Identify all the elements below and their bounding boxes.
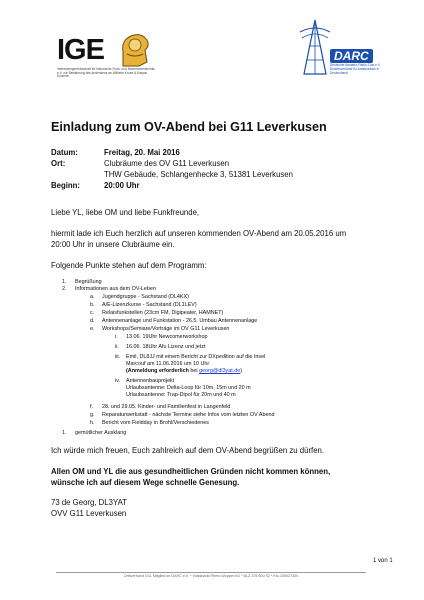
darc-logo-text: DARC [330, 49, 373, 63]
place-address: THW Gebäude, Schlangenhecke 3, 51381 Leverkusen [104, 170, 293, 179]
ige-logo [57, 32, 157, 79]
signature-line: OVV G11 Leverkusen [51, 509, 127, 518]
lion-emblem-icon [117, 32, 151, 68]
antenna-tower-icon [300, 18, 330, 76]
list-item: Antennenbauprojekt [126, 378, 175, 384]
list-letter: g. [90, 412, 95, 418]
email-link[interactable]: georg@dl3yat.de [199, 368, 241, 374]
closing-text: Ich würde mich freuen, Euch zahlreich auf dem OV-Abend begrüßen zu dürfen. [51, 446, 325, 455]
list-item: gemütlicher Ausklang [75, 430, 127, 436]
footer-divider [56, 572, 366, 573]
list-item: 28. und 29.05. Kinder- und Familienfest in Langenfeld [102, 404, 231, 410]
list-letter: b. [90, 302, 95, 308]
list-letter: c. [90, 310, 95, 316]
wish-line: wünsche ich auf diesem Wege schnelle Genesung. [51, 478, 240, 487]
list-number: 2. [62, 286, 67, 292]
registration-mid: bei [188, 368, 200, 374]
list-item: Urlaubsantenne: Delta-Loop für 10m, 15m und 20 m [126, 385, 251, 391]
signature-line: 73 de Georg, DL3YAT [51, 498, 127, 507]
ige-tagline: Interessengemeinschaft für historische Funk- und Nachrichtentechnik e.V. zur Bewahrung des Andenkens an Wilhelm Kruse & Kaspar Schmidt [57, 67, 155, 79]
list-item: Jugendgruppe - Sachstand (DL4KX) [102, 294, 189, 300]
list-letter: d. [90, 318, 95, 324]
list-item: Begrüßung [75, 279, 102, 285]
registration-end: ) [240, 368, 243, 374]
list-item: Bericht vom Fieldday in Brohl/Verschiedenes [102, 420, 209, 426]
darc-logo [300, 18, 381, 78]
intro-line: 20:00 Uhr in unsere Clubräume ein. [51, 240, 175, 249]
list-item: Reparaturwerkstatt - nächste Termine siehe Infos vom letzten OV Abend [102, 412, 275, 418]
list-item: Emil, DL8JJ mit einem Bericht zur DXpedition auf die Insel [126, 354, 266, 360]
registration-note [126, 368, 242, 375]
start-value: 20:00 Uhr [104, 181, 140, 190]
wish-line: Allen OM und YL die aus gesundheitlichen Gründen nicht kommen können, [51, 467, 331, 476]
list-item: Informationen aus dem OV-Leben [75, 286, 156, 292]
date-label: Datum: [51, 148, 78, 157]
document-title: Einladung zum OV-Abend bei G11 Leverkusen [51, 120, 327, 134]
list-item: Workshops/Semiare/Vorträge im OV G11 Leverkusen [102, 326, 230, 332]
date-value: Freitag, 20. Mai 2016 [104, 148, 180, 157]
list-item: Antennenanlage und Funkstation - 26.5. Umbau Antennenanlage [102, 318, 258, 324]
darc-tagline [330, 64, 382, 75]
footer-text: Ortsverband G11 Mitglied im DARC e.V. * Volksbank Rhein-Wupper eG * BLZ 375 600 92 * Kto.100027300 [123, 574, 299, 578]
ige-logo-text: IGE [57, 34, 104, 66]
page-number: 1 von 1 [373, 558, 393, 564]
greeting: Liebe YL, liebe OM und liebe Funkfreunde, [51, 208, 200, 217]
program-intro: Folgende Punkte stehen auf dem Programm: [51, 261, 207, 270]
list-letter: h. [90, 420, 95, 426]
list-letter: f. [90, 404, 93, 410]
darc-tagline-line: Bundesverband für Amateurfunk in Deutschland [330, 66, 380, 75]
list-roman: ii. [115, 344, 119, 350]
list-item: Relaisfunkstellen (23cm FM, Digipeater, HAMNET) [102, 310, 224, 316]
list-item: A/E-Lizenzkurse - Sachstand (DL1LEV) [102, 302, 197, 308]
darc-tagline-line: Deutscher Amateur-Radio-Club e.V. [330, 63, 381, 67]
list-item: Marcouf am 11.06.2016 um 10 Uhr [126, 361, 210, 367]
place-value: Clubräume des OV G11 Leverkusen [104, 159, 230, 168]
list-letter: a. [90, 294, 95, 300]
intro-line: hiermit lade ich Euch herzlich auf unseren kommenden OV-Abend am 20.05.2016 um [51, 229, 347, 238]
registration-required: (Anmeldung erforderlich [126, 368, 189, 374]
list-item: 16.06. 18Uhr Afu Lizenz und jetzt [126, 344, 206, 350]
list-number: 1. [62, 279, 67, 285]
place-label: Ort: [51, 159, 66, 168]
list-roman: iii. [115, 354, 121, 360]
list-roman: iv. [115, 378, 120, 384]
list-item: 13.06. 19Uhr Newcomerworkshop [126, 334, 208, 340]
list-roman: i. [115, 334, 118, 340]
list-item: Urlaubsantenne: Trap-Dipol für 20m und 40 m [126, 392, 236, 398]
list-number: 1. [62, 430, 67, 436]
start-label: Beginn: [51, 181, 81, 190]
list-letter: e. [90, 326, 95, 332]
